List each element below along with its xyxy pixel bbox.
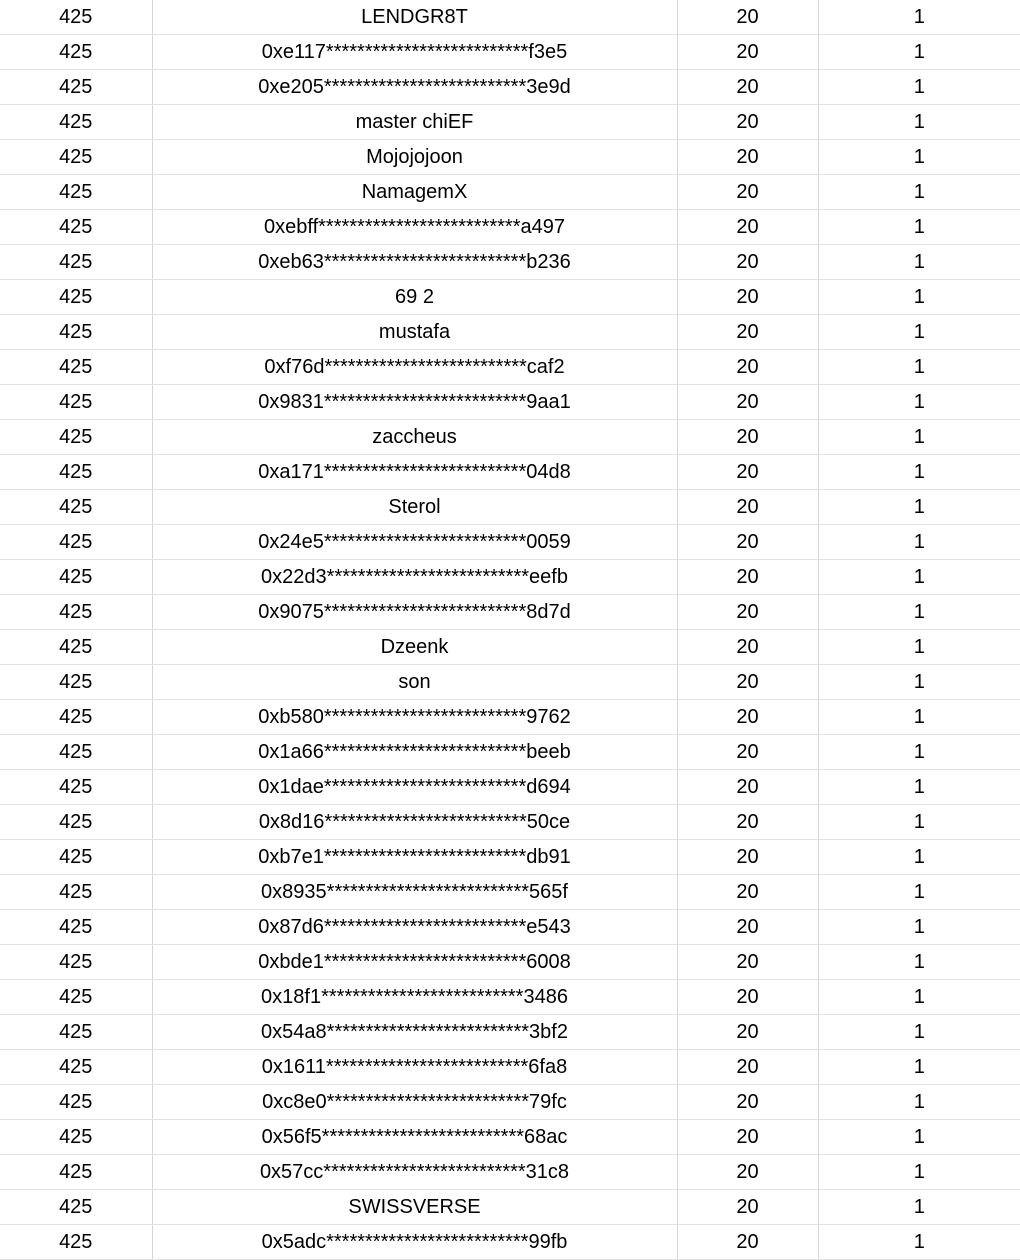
score-cell[interactable]: 20 <box>677 735 818 770</box>
name-cell[interactable]: 0x87d6**************************e543 <box>152 910 677 945</box>
count-cell[interactable]: 1 <box>818 315 1020 350</box>
table-row <box>0 945 1020 980</box>
table-row <box>0 1155 1020 1190</box>
rank-cell[interactable]: 425 <box>0 105 152 140</box>
name-cell[interactable]: 0xf76d**************************caf2 <box>152 350 677 385</box>
name-cell[interactable]: 0xbde1**************************6008 <box>152 945 677 980</box>
score-cell[interactable]: 20 <box>677 1085 818 1120</box>
table-row <box>0 735 1020 770</box>
table-row <box>0 525 1020 560</box>
count-cell[interactable]: 1 <box>818 245 1020 280</box>
score-cell[interactable]: 20 <box>677 175 818 210</box>
score-cell[interactable]: 20 <box>677 770 818 805</box>
count-cell[interactable]: 1 <box>818 1015 1020 1050</box>
score-cell[interactable]: 20 <box>677 1190 818 1225</box>
name-cell[interactable]: Mojojojoon <box>152 140 677 175</box>
name-cell[interactable]: 0x18f1**************************3486 <box>152 980 677 1015</box>
table-row <box>0 385 1020 420</box>
count-cell[interactable]: 1 <box>818 140 1020 175</box>
table-row <box>0 1015 1020 1050</box>
count-cell[interactable]: 1 <box>818 1085 1020 1120</box>
name-cell[interactable]: 0x1dae**************************d694 <box>152 770 677 805</box>
name-cell[interactable]: 0x9831**************************9aa1 <box>152 385 677 420</box>
rank-cell[interactable]: 425 <box>0 980 152 1015</box>
table-row <box>0 420 1020 455</box>
table-row <box>0 175 1020 210</box>
table-row <box>0 1225 1020 1260</box>
score-cell[interactable]: 20 <box>677 525 818 560</box>
table-row <box>0 0 1020 35</box>
count-cell[interactable]: 1 <box>818 1225 1020 1260</box>
table-row <box>0 560 1020 595</box>
table-row <box>0 315 1020 350</box>
rank-cell[interactable]: 425 <box>0 245 152 280</box>
table-row <box>0 805 1020 840</box>
count-cell[interactable]: 1 <box>818 700 1020 735</box>
count-cell[interactable]: 1 <box>818 910 1020 945</box>
score-cell[interactable]: 20 <box>677 840 818 875</box>
name-cell[interactable]: 0xb7e1**************************db91 <box>152 840 677 875</box>
table-row <box>0 770 1020 805</box>
count-cell[interactable]: 1 <box>818 595 1020 630</box>
rank-cell[interactable]: 425 <box>0 1190 152 1225</box>
rank-cell[interactable]: 425 <box>0 140 152 175</box>
name-cell[interactable]: 0xb580**************************9762 <box>152 700 677 735</box>
table-row <box>0 980 1020 1015</box>
name-cell[interactable]: 0x8d16**************************50ce <box>152 805 677 840</box>
score-cell[interactable]: 20 <box>677 455 818 490</box>
score-cell[interactable]: 20 <box>677 630 818 665</box>
count-cell[interactable]: 1 <box>818 35 1020 70</box>
rank-cell[interactable]: 425 <box>0 805 152 840</box>
name-cell[interactable]: 0xc8e0**************************79fc <box>152 1085 677 1120</box>
table-row <box>0 1085 1020 1120</box>
score-cell[interactable]: 20 <box>677 70 818 105</box>
rank-cell[interactable]: 425 <box>0 665 152 700</box>
table-row <box>0 1120 1020 1155</box>
score-cell[interactable]: 20 <box>677 105 818 140</box>
count-cell[interactable]: 1 <box>818 420 1020 455</box>
table-row <box>0 35 1020 70</box>
table-row <box>0 280 1020 315</box>
rank-cell[interactable]: 425 <box>0 1155 152 1190</box>
count-cell[interactable]: 1 <box>818 1155 1020 1190</box>
count-cell[interactable]: 1 <box>818 280 1020 315</box>
rank-cell[interactable]: 425 <box>0 1050 152 1085</box>
rank-cell[interactable]: 425 <box>0 560 152 595</box>
name-cell[interactable]: 0xa171**************************04d8 <box>152 455 677 490</box>
name-cell[interactable]: 0xe205**************************3e9d <box>152 70 677 105</box>
count-cell[interactable]: 1 <box>818 210 1020 245</box>
rank-cell[interactable]: 425 <box>0 1225 152 1260</box>
name-cell[interactable]: master chiEF <box>152 105 677 140</box>
count-cell[interactable]: 1 <box>818 875 1020 910</box>
rank-cell[interactable]: 425 <box>0 1120 152 1155</box>
score-cell[interactable]: 20 <box>677 1015 818 1050</box>
score-cell[interactable]: 20 <box>677 420 818 455</box>
rank-cell[interactable]: 425 <box>0 595 152 630</box>
name-cell[interactable]: LENDGR8T <box>152 0 677 35</box>
rank-cell[interactable]: 425 <box>0 770 152 805</box>
rank-cell[interactable]: 425 <box>0 315 152 350</box>
score-cell[interactable]: 20 <box>677 315 818 350</box>
name-cell[interactable]: 0xeb63**************************b236 <box>152 245 677 280</box>
name-cell[interactable]: 0x9075**************************8d7d <box>152 595 677 630</box>
name-cell[interactable]: 0x22d3**************************eefb <box>152 560 677 595</box>
name-cell[interactable]: 0x1a66**************************beeb <box>152 735 677 770</box>
rank-cell[interactable]: 425 <box>0 735 152 770</box>
name-cell[interactable]: 0x8935**************************565f <box>152 875 677 910</box>
score-cell[interactable]: 20 <box>677 490 818 525</box>
name-cell[interactable]: 0x57cc**************************31c8 <box>152 1155 677 1190</box>
rank-cell[interactable]: 425 <box>0 385 152 420</box>
count-cell[interactable]: 1 <box>818 350 1020 385</box>
rank-cell[interactable]: 425 <box>0 350 152 385</box>
score-cell[interactable]: 20 <box>677 1225 818 1260</box>
rank-cell[interactable]: 425 <box>0 630 152 665</box>
score-cell[interactable]: 20 <box>677 1120 818 1155</box>
rank-cell[interactable]: 425 <box>0 945 152 980</box>
count-cell[interactable]: 1 <box>818 630 1020 665</box>
table-row <box>0 700 1020 735</box>
table-row <box>0 210 1020 245</box>
name-cell[interactable]: mustafa <box>152 315 677 350</box>
count-cell[interactable]: 1 <box>818 385 1020 420</box>
count-cell[interactable]: 1 <box>818 840 1020 875</box>
score-cell[interactable]: 20 <box>677 980 818 1015</box>
name-cell[interactable]: NamagemX <box>152 175 677 210</box>
score-cell[interactable]: 20 <box>677 245 818 280</box>
name-cell[interactable]: 0x56f5**************************68ac <box>152 1120 677 1155</box>
rank-cell[interactable]: 425 <box>0 0 152 35</box>
count-cell[interactable]: 1 <box>818 665 1020 700</box>
count-cell[interactable]: 1 <box>818 525 1020 560</box>
table-row <box>0 455 1020 490</box>
rank-cell[interactable]: 425 <box>0 840 152 875</box>
score-cell[interactable]: 20 <box>677 1050 818 1085</box>
name-cell[interactable]: 0x24e5**************************0059 <box>152 525 677 560</box>
score-cell[interactable]: 20 <box>677 945 818 980</box>
score-cell[interactable]: 20 <box>677 700 818 735</box>
name-cell[interactable]: 0xebff**************************a497 <box>152 210 677 245</box>
count-cell[interactable]: 1 <box>818 105 1020 140</box>
table-row <box>0 595 1020 630</box>
count-cell[interactable]: 1 <box>818 1190 1020 1225</box>
name-cell[interactable]: 0xe117**************************f3e5 <box>152 35 677 70</box>
rank-cell[interactable]: 425 <box>0 175 152 210</box>
score-cell[interactable]: 20 <box>677 560 818 595</box>
count-cell[interactable]: 1 <box>818 945 1020 980</box>
count-cell[interactable]: 1 <box>818 805 1020 840</box>
score-cell[interactable]: 20 <box>677 665 818 700</box>
table-row <box>0 910 1020 945</box>
table-row <box>0 875 1020 910</box>
table-row <box>0 350 1020 385</box>
score-cell[interactable]: 20 <box>677 35 818 70</box>
table-row <box>0 70 1020 105</box>
table-row <box>0 1190 1020 1225</box>
rank-cell[interactable]: 425 <box>0 455 152 490</box>
rank-cell[interactable]: 425 <box>0 1085 152 1120</box>
count-cell[interactable]: 1 <box>818 70 1020 105</box>
name-cell[interactable]: SWISSVERSE <box>152 1190 677 1225</box>
table-row <box>0 105 1020 140</box>
count-cell[interactable]: 1 <box>818 455 1020 490</box>
name-cell[interactable]: Dzeenk <box>152 630 677 665</box>
name-cell[interactable]: 0x1611**************************6fa8 <box>152 1050 677 1085</box>
count-cell[interactable]: 1 <box>818 175 1020 210</box>
rank-cell[interactable]: 425 <box>0 875 152 910</box>
table-row <box>0 630 1020 665</box>
rank-cell[interactable]: 425 <box>0 70 152 105</box>
count-cell[interactable]: 1 <box>818 560 1020 595</box>
count-cell[interactable]: 1 <box>818 0 1020 35</box>
score-cell[interactable]: 20 <box>677 280 818 315</box>
rank-cell[interactable]: 425 <box>0 490 152 525</box>
name-cell[interactable]: zaccheus <box>152 420 677 455</box>
score-cell[interactable]: 20 <box>677 805 818 840</box>
rank-cell[interactable]: 425 <box>0 420 152 455</box>
count-cell[interactable]: 1 <box>818 490 1020 525</box>
score-cell[interactable]: 20 <box>677 910 818 945</box>
rank-cell[interactable]: 425 <box>0 35 152 70</box>
table-row <box>0 140 1020 175</box>
table-row <box>0 490 1020 525</box>
count-cell[interactable]: 1 <box>818 770 1020 805</box>
count-cell[interactable]: 1 <box>818 1050 1020 1085</box>
score-cell[interactable]: 20 <box>677 875 818 910</box>
table-row <box>0 245 1020 280</box>
score-cell[interactable]: 20 <box>677 385 818 420</box>
rank-cell[interactable]: 425 <box>0 1015 152 1050</box>
table-row <box>0 665 1020 700</box>
rank-cell[interactable]: 425 <box>0 280 152 315</box>
score-cell[interactable]: 20 <box>677 350 818 385</box>
score-cell[interactable]: 20 <box>677 1155 818 1190</box>
rank-cell[interactable]: 425 <box>0 210 152 245</box>
name-cell[interactable]: Sterol <box>152 490 677 525</box>
table-row <box>0 840 1020 875</box>
count-cell[interactable]: 1 <box>818 980 1020 1015</box>
score-cell[interactable]: 20 <box>677 0 818 35</box>
name-cell[interactable]: son <box>152 665 677 700</box>
table-row <box>0 1050 1020 1085</box>
score-cell[interactable]: 20 <box>677 140 818 175</box>
score-cell[interactable]: 20 <box>677 210 818 245</box>
rank-cell[interactable]: 425 <box>0 910 152 945</box>
rank-cell[interactable]: 425 <box>0 525 152 560</box>
name-cell[interactable]: 0x54a8**************************3bf2 <box>152 1015 677 1050</box>
count-cell[interactable]: 1 <box>818 1120 1020 1155</box>
name-cell[interactable]: 69 2 <box>152 280 677 315</box>
score-cell[interactable]: 20 <box>677 595 818 630</box>
rank-cell[interactable]: 425 <box>0 700 152 735</box>
name-cell[interactable]: 0x5adc**************************99fb <box>152 1225 677 1260</box>
count-cell[interactable]: 1 <box>818 735 1020 770</box>
